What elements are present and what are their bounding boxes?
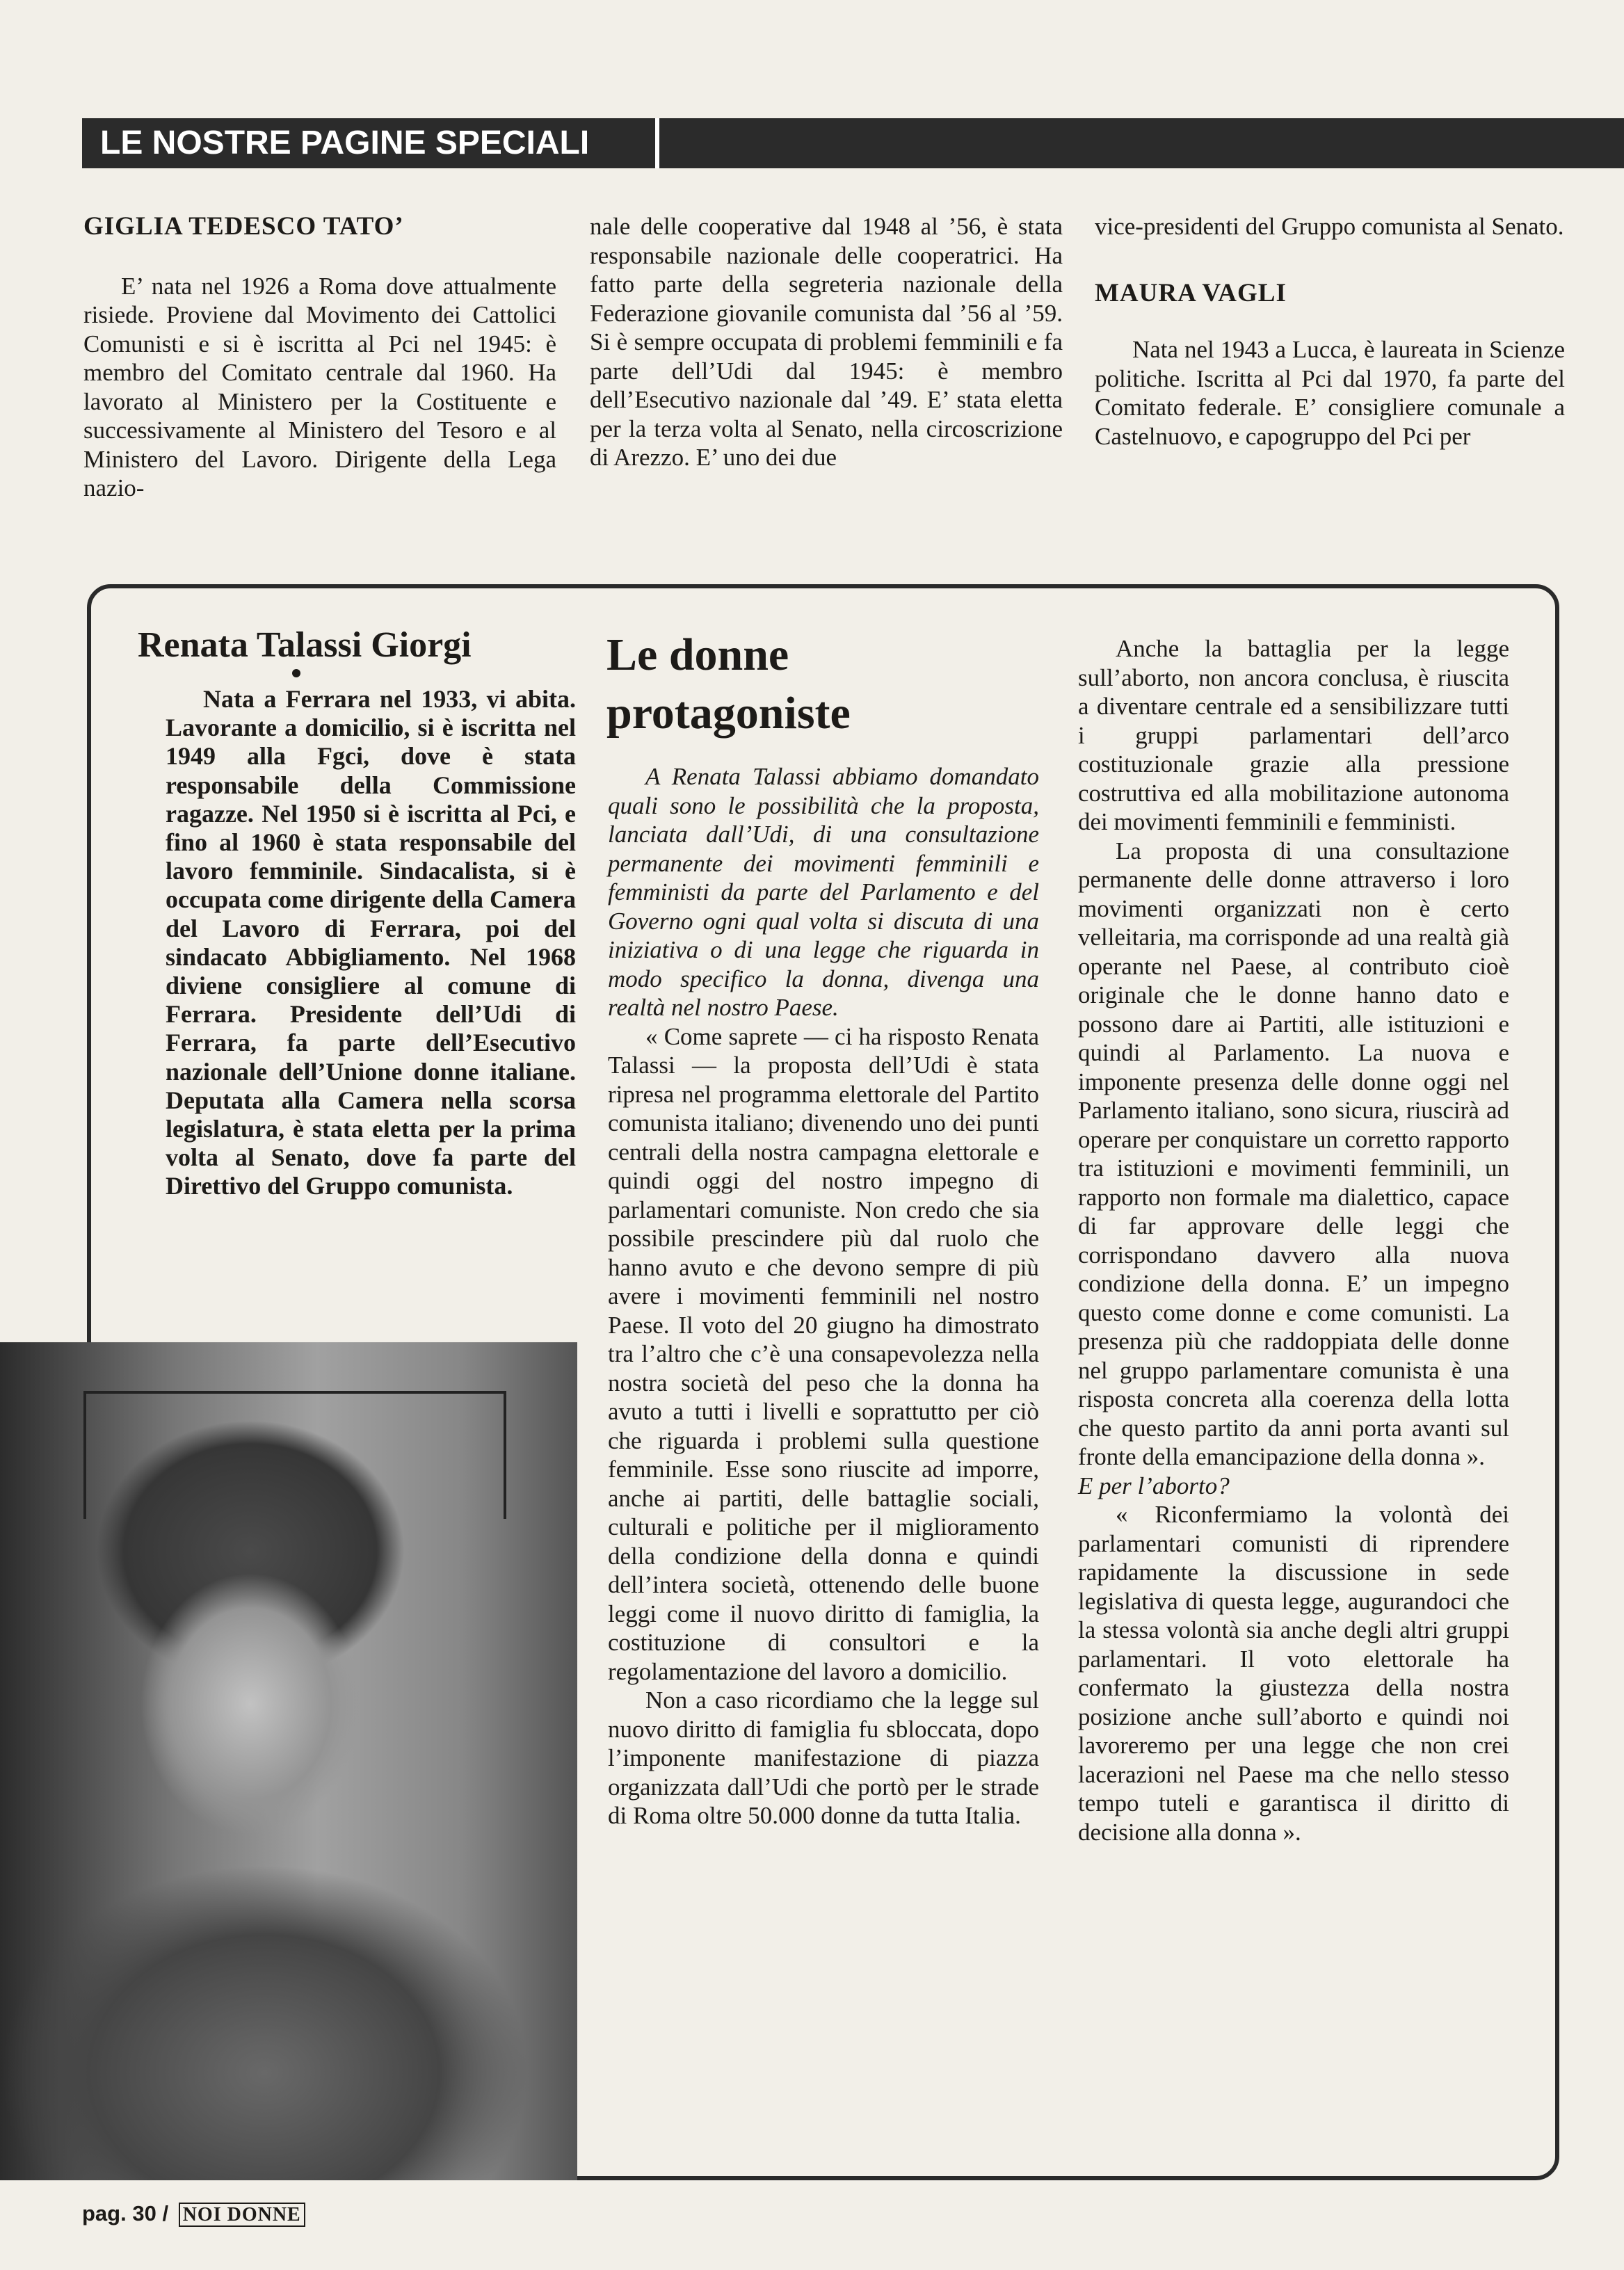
giglia-column-1 (83, 212, 556, 503)
article-column-middle (608, 762, 1039, 1830)
page-footer (82, 2201, 305, 2226)
background-frame (83, 1391, 506, 1519)
article-intro: A Renata Talassi abbiamo domandato quali sono le possibilità che la proposta, lanciata dall’Udi, di una consultazione permanente dei movimenti femminili e femministi da parte del Parlamento e del Governo ogni qual volta si discuta di una iniziativa o di una legge che riguarda in modo specifico la donna, divenga una realtà nel nostro Paese. (608, 763, 1039, 1021)
giglia-bio-part3: vice-presidenti del Gruppo comunista al Senato. (1095, 213, 1564, 240)
top-column-3 (1095, 212, 1565, 451)
magazine-logo: NOI DONNE (179, 2203, 305, 2227)
footer-separator: / (162, 2201, 169, 2225)
article-paragraph-2: Non a caso ricordiamo che la legge sul nuovo diritto di famiglia fu sbloccata, dopo l’imponente manifestazione di piazza organizzata dall’Udi che portò per le strade di Roma oltre 50.000 donne da tutta Italia. (608, 1687, 1039, 1829)
article-question: E per l’aborto? (1078, 1472, 1230, 1499)
bio-name: Renata Talassi Giorgi (138, 625, 472, 665)
article-paragraph-1: « Come saprete — ci ha risposto Renata Talassi — la proposta dell’Udi è stata ripresa nel programma elettorale del Partito comunista italiano; divenendo uno dei punti centrali della nostra campagna elettorale e quindi oggi del nostro impegno di parlamentari comuniste. Non credo che sia possibile prescindere più dal ruolo che hanno avuto e che devono sempre di più avere i movimenti femminili nel nostro Paese. Il voto del 20 giugno ha dimostrato tra l’altro che c’è una consapevolezza nella nostra società del peso che la donna ha avuto a tutti i livelli e soprattutto per ciò che riguarda i problemi sulla questione femminile. Esse sono riuscite ad imporre, anche ai partiti, delle battaglie sociali, culturali e politiche per il miglioramento della condizione della donna e quindi dell’intera società, ottenendo delle buone leggi come il nuovo diritto di famiglia, la costituzione di consultori e la regolamentazione del lavoro a domicilio. (608, 1022, 1039, 1685)
maura-heading: MAURA VAGLI (1095, 278, 1287, 307)
giglia-heading: GIGLIA TEDESCO TATO’ (83, 212, 404, 241)
maura-bio: Nata nel 1943 a Lucca, è laureata in Scienze politiche. Iscritta al Pci dal 1970, fa parte del Comitato federale. E’ consigliere comunale a Castelnuovo, e capogruppo del Pci per (1095, 336, 1565, 450)
article-paragraph-3: Anche la battaglia per la legge sull’aborto, non ancora conclusa, è riuscita a diventare centrale ed a sensibilizzare tutti i gruppi parlamentari dell’arco costituzionale grazie alla pressione costruttiva ed alla mobilitazione autonoma dei movimenti femminili e femministi. (1078, 635, 1509, 835)
bio-text: Nata a Ferrara nel 1933, vi abita. Lavorante a domicilio, si è iscritta nel 1949 alla Fgci, dove è stata responsabile della Commissione ragazze. Nel 1950 si è iscritta al Pci, e fino al 1960 è stata responsabile del lavoro femminile. Sindacalista, si è occupata come dirigente della Camera del Lavoro di Ferrara, poi del sindacato Abbigliamento. Nel 1968 diviene consigliere al comune di Ferrara. Presidente dell’Udi di Ferrara, fa parte dell’Esecutivo nazionale dell’Unione donne italiane. Deputata alla Camera nella scorsa legislatura, è stata eletta per la prima volta al Senato, dove fa parte del Direttivo del Gruppo comunista. (166, 685, 576, 1200)
portrait-photo (0, 1342, 577, 2180)
bio-text-column (166, 685, 576, 1201)
article-paragraph-4: La proposta di una consultazione permanente delle donne attraverso i loro movimenti organizzati non è certo velleitaria, ma corrisponde ad una realtà già operante nel Paese, al contributo cioè originale che le donne hanno dato e possono dare ai Partiti, alle istituzioni e quindi al Parlamento. La nuova e imponente presenza delle donne oggi nel Parlamento italiano, sono sicura, riuscirà ad operare per conquistare un corretto rapporto tra istituzioni e movimenti femminili, un rapporto non formale ma dialettico, capace di far approvare delle leggi che corrispondano davvero alla nuova condizione della donna. E’ un impegno questo come donne e come comunisti. La presenza più che raddoppiata delle donne nel gruppo parlamentare comunista è una risposta concreta alla coerenza della lotta che questo partito da anni porta avanti sul fronte della emancipazione della donna ». (1078, 837, 1509, 1470)
giglia-bio-part2: nale delle cooperative dal 1948 al ’56, è stata responsabile nazionale delle cooperatrici. Ha fatto parte della segreteria nazionale della Federazione giovanile comunista dal ’56 al ’59. Si è sempre occupata di problemi femminili e fa parte dell’Udi dal 1945: è membro dell’Esecutivo nazionale dal ’49. E’ stata eletta per la terza volta al Senato, nella circoscrizione di Arezzo. E’ uno dei due (590, 213, 1063, 471)
giglia-bio-part1: E’ nata nel 1926 a Roma dove attualmente risiede. Proviene dal Movimento dei Cattolici Comunisti e si è iscritta al Pci nel 1945: è membro del Comitato centrale dal 1960. Ha lavorato al Ministero per la Costituente e successivamente al Ministero del Tesoro e al Ministero del Lavoro. Dirigente della Lega nazio- (83, 272, 556, 501)
article-paragraph-5: « Riconfermiamo la volontà dei parlamentari comunisti di riprendere rapidamente la discussione in sede legislativa di questa legge, augurandoci che la stessa volontà sia anche degli altri gruppi parlamentari. Il voto elettorale ha confermato la giustezza della nostra posizione anche sull’aborto e quindi noi lavoreremo per una legge che non crei lacerazioni nel Paese ma che nello stesso tempo tuteli e garantisca il diritto di decisione alla donna ». (1078, 1501, 1509, 1846)
page-number: pag. 30 (82, 2201, 156, 2225)
section-banner-label: LE NOSTRE PAGINE SPECIALI (90, 118, 659, 168)
article-column-right (1078, 634, 1509, 1846)
giglia-column-2 (590, 212, 1063, 472)
bullet-dot (292, 669, 300, 677)
section-banner (82, 118, 1624, 168)
article-title: Le donne protagoniste (606, 629, 851, 739)
